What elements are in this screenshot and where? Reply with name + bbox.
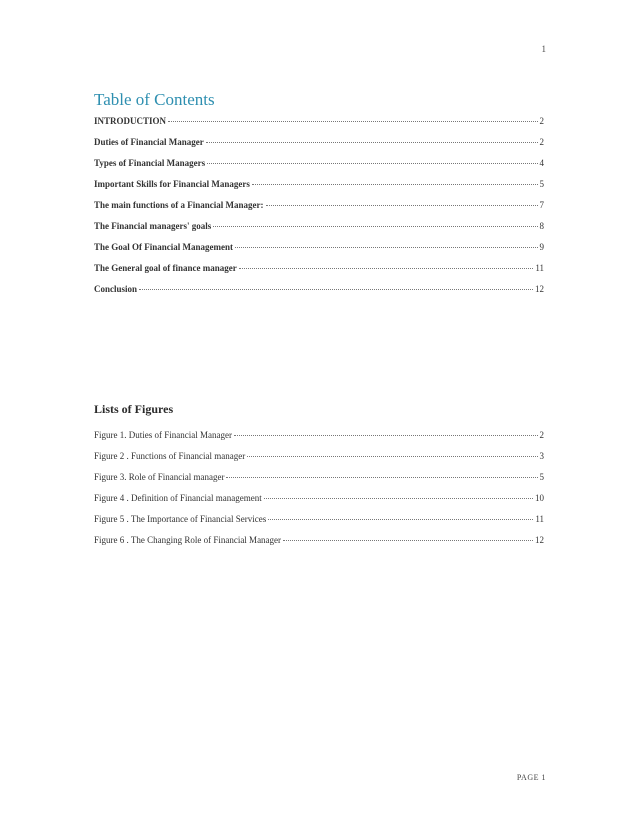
toc-leader-dots [235, 247, 538, 248]
figure-leader-dots [247, 456, 537, 457]
toc-entry-page: 5 [539, 179, 544, 189]
figures-title: Lists of Figures [94, 402, 174, 416]
figure-entry-page: 5 [539, 472, 544, 482]
toc-entry[interactable] [94, 242, 544, 263]
toc-entry-label: Duties of Financial Manager [94, 137, 204, 147]
toc-entry-label: Conclusion [94, 284, 138, 294]
toc-leader-dots [266, 205, 538, 206]
figure-entry-label: Figure 5 . The Importance of Financial Services [94, 514, 267, 524]
toc-leader-dots [213, 226, 537, 227]
figure-entry[interactable] [94, 535, 544, 556]
toc-entry-label: The General goal of finance manager [94, 263, 237, 273]
figure-entry-page: 3 [539, 451, 544, 461]
figure-entry-page: 12 [535, 535, 544, 545]
figures-list [94, 430, 544, 556]
toc-entry-page: 12 [535, 284, 544, 294]
figure-leader-dots [264, 498, 533, 499]
toc-entry-label: The Financial managers' goals [94, 221, 212, 231]
toc-leader-dots [206, 142, 538, 143]
toc-entry[interactable] [94, 137, 544, 158]
figure-leader-dots [268, 519, 533, 520]
toc-entry-page: 7 [539, 200, 544, 210]
toc-entry-label: Important Skills for Financial Managers [94, 179, 250, 189]
toc-entry-label: INTRODUCTION [94, 116, 167, 126]
figure-entry[interactable] [94, 493, 544, 514]
figure-entry-page: 10 [535, 493, 544, 503]
toc-entry-page: 11 [535, 263, 544, 273]
figure-entry[interactable] [94, 472, 544, 493]
toc-entry[interactable] [94, 179, 544, 200]
toc-leader-dots [168, 121, 537, 122]
toc-leader-dots [252, 184, 538, 185]
figure-entry-label: Figure 4 . Definition of Financial management [94, 493, 262, 503]
figure-entry[interactable] [94, 451, 544, 472]
figure-leader-dots [234, 435, 538, 436]
figure-entry[interactable] [94, 430, 544, 451]
toc-leader-dots [207, 163, 537, 164]
toc-list [94, 116, 544, 305]
toc-entry-page: 9 [539, 242, 544, 252]
toc-entry[interactable] [94, 221, 544, 242]
toc-entry-label: The main functions of a Financial Manager: [94, 200, 264, 210]
figure-leader-dots [226, 477, 537, 478]
figure-leader-dots [283, 540, 533, 541]
figure-entry-page: 2 [539, 430, 544, 440]
figure-entry-page: 11 [535, 514, 544, 524]
toc-leader-dots [139, 289, 533, 290]
toc-leader-dots [239, 268, 534, 269]
toc-entry[interactable] [94, 116, 544, 137]
toc-entry-label: Types of Financial Managers [94, 158, 206, 168]
toc-entry[interactable] [94, 158, 544, 179]
figure-entry-label: Figure 6 . The Changing Role of Financial Manager [94, 535, 282, 545]
figure-entry-label: Figure 1. Duties of Financial Manager [94, 430, 232, 440]
toc-entry[interactable] [94, 200, 544, 221]
footer-page-label: PAGE 1 [516, 773, 546, 782]
toc-entry-label: The Goal Of Financial Management [94, 242, 233, 252]
figure-entry-label: Figure 3. Role of Financial manager [94, 472, 225, 482]
figure-entry-label: Figure 2 . Functions of Financial manager [94, 451, 246, 461]
figure-entry[interactable] [94, 514, 544, 535]
toc-entry[interactable] [94, 263, 544, 284]
toc-entry[interactable] [94, 284, 544, 305]
toc-entry-page: 2 [539, 137, 544, 147]
toc-entry-page: 4 [539, 158, 544, 168]
toc-entry-page: 2 [539, 116, 544, 126]
toc-entry-page: 8 [539, 221, 544, 231]
header-page-number: 1 [541, 44, 546, 54]
toc-title: Table of Contents [94, 90, 215, 109]
